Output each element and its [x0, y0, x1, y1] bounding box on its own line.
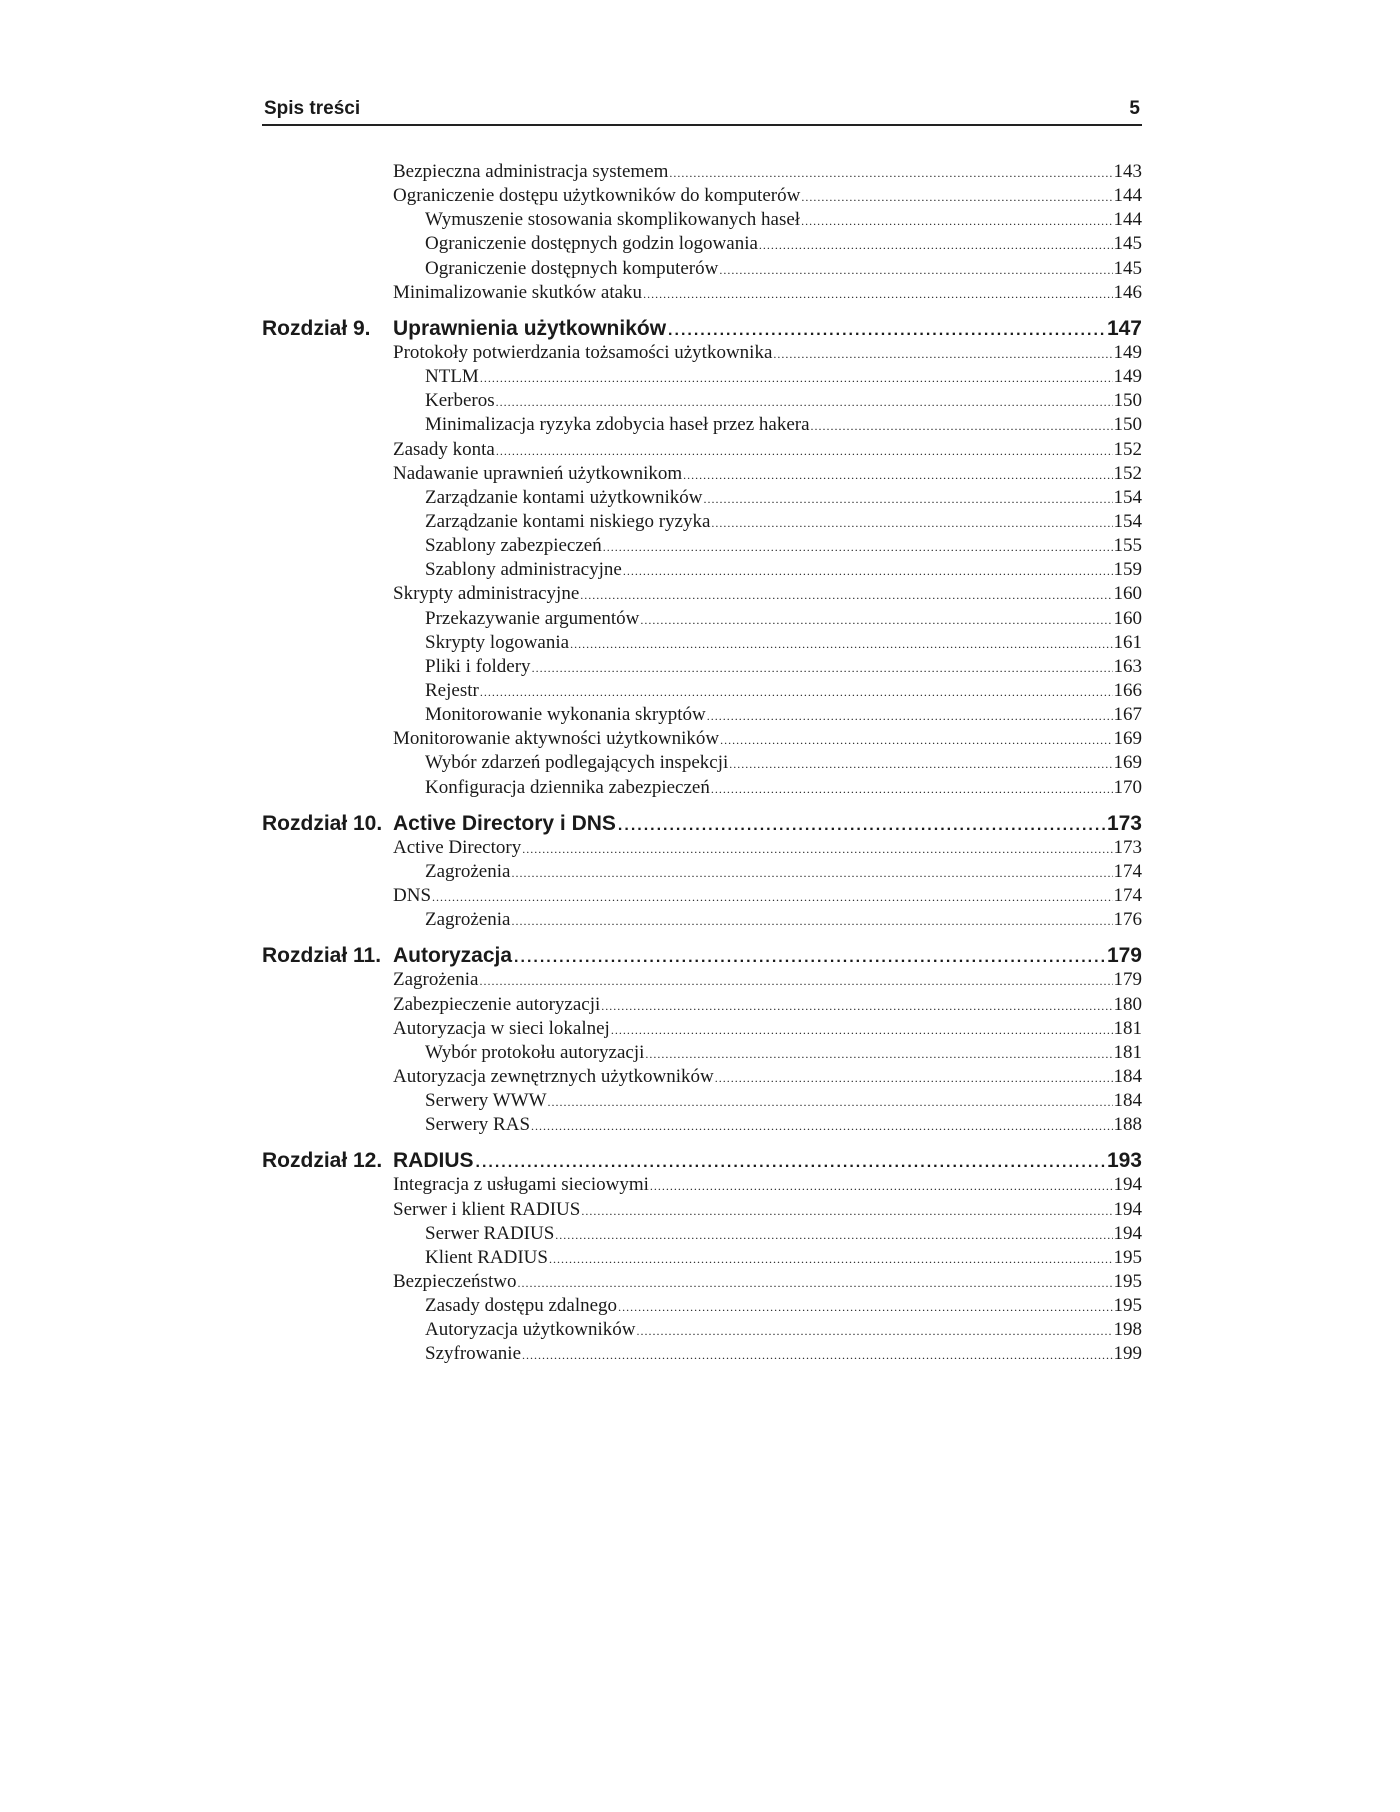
leader-dots	[480, 680, 1113, 704]
toc-entry	[393, 727, 1142, 751]
entry-page: 199	[1113, 1343, 1142, 1365]
leader-dots	[532, 656, 1113, 680]
toc-entry	[425, 1294, 1142, 1318]
toc-entry	[425, 607, 1142, 631]
toc-entry	[425, 860, 1142, 884]
leader-dots	[759, 233, 1113, 257]
leader-dots	[618, 1295, 1112, 1319]
entry-page: 145	[1113, 233, 1142, 255]
leader-dots	[704, 487, 1113, 511]
entry-title: Klient RADIUS	[425, 1246, 548, 1268]
entry-page: 146	[1113, 281, 1142, 303]
chapter-page: 147	[1106, 316, 1142, 340]
leader-dots	[645, 1042, 1112, 1066]
entry-title: Zabezpieczenie autoryzacji	[393, 993, 601, 1015]
entry-page: 188	[1113, 1114, 1142, 1136]
entry-page: 181	[1113, 1017, 1142, 1039]
entry-title: Wymuszenie stosowania skomplikowanych haseł	[425, 209, 801, 231]
leader-dots	[707, 704, 1113, 728]
entry-page: 174	[1113, 860, 1142, 882]
leader-dots	[711, 511, 1112, 535]
entry-page: 184	[1113, 1065, 1142, 1087]
entry-title: Bezpieczna administracja systemem	[393, 161, 669, 182]
leader-dots	[496, 390, 1113, 414]
entry-page: 174	[1113, 885, 1142, 907]
entry-title: Serwer i klient RADIUS	[393, 1198, 581, 1220]
entry-page: 195	[1113, 1271, 1142, 1292]
leader-dots	[623, 559, 1113, 583]
toc-chapter	[262, 315, 1142, 343]
chapter-page: 193	[1106, 1149, 1142, 1173]
leader-dots	[719, 258, 1112, 282]
leader-dots	[522, 837, 1112, 861]
leader-dots	[555, 1223, 1112, 1247]
entry-page: 149	[1113, 366, 1142, 388]
toc-entry	[425, 558, 1142, 582]
toc-entry	[393, 582, 1142, 606]
toc-entry	[425, 389, 1142, 413]
entry-page: 160	[1113, 583, 1142, 605]
entry-title: Autoryzacja w sieci lokalnej	[393, 1017, 610, 1039]
entry-page: 181	[1113, 1041, 1142, 1063]
entry-title: Przekazywanie argumentów	[425, 607, 640, 629]
entry-page: 144	[1113, 209, 1142, 231]
toc-entry	[425, 1222, 1142, 1246]
toc-entry	[393, 884, 1142, 908]
leader-dots	[601, 994, 1112, 1018]
entry-title: Active Directory	[393, 836, 522, 858]
toc-entry	[425, 365, 1142, 389]
entry-page: 144	[1113, 185, 1142, 207]
entry-title: Skrypty administracyjne	[393, 583, 580, 605]
entry-page: 170	[1113, 776, 1142, 798]
toc-chapter	[262, 942, 1142, 970]
toc-entry	[425, 1041, 1142, 1065]
entry-title: Monitorowanie wykonania skryptów	[425, 704, 706, 726]
entry-title: Skrypty logowania	[425, 631, 570, 653]
entry-title: Autoryzacja zewnętrznych użytkowników	[393, 1065, 714, 1087]
leader-dots	[581, 1199, 1112, 1223]
toc-entry	[425, 908, 1142, 932]
entry-title: Zagrożenia	[425, 860, 511, 882]
entry-page: 176	[1113, 909, 1142, 931]
leader-dots	[480, 366, 1113, 390]
entry-title: Ograniczenie dostępu użytkowników do komputerów	[393, 185, 801, 207]
chapter-title: Uprawnienia użytkowników	[393, 316, 667, 340]
entry-page: 152	[1113, 438, 1142, 460]
toc-entry	[425, 655, 1142, 679]
entry-page: 194	[1113, 1174, 1142, 1196]
leader-dots	[432, 885, 1112, 909]
entry-page: 154	[1113, 510, 1142, 532]
toc-entry	[425, 1246, 1142, 1270]
entry-title: Minimalizacja ryzyka zdobycia haseł przez hakera	[425, 414, 810, 436]
entry-page: 145	[1113, 257, 1142, 279]
entry-page: 150	[1113, 390, 1142, 412]
entry-title: Pliki i foldery	[425, 655, 531, 677]
leader-dots	[637, 1319, 1113, 1343]
entry-page: 179	[1113, 969, 1142, 991]
entry-page: 166	[1113, 680, 1142, 701]
leader-dots	[773, 342, 1112, 366]
entry-title: Integracja z usługami sieciowymi	[393, 1174, 649, 1196]
page-header	[262, 96, 1142, 126]
toc-entry	[393, 836, 1142, 860]
header-page-number: 5	[1129, 98, 1140, 119]
entry-page: 143	[1113, 161, 1142, 182]
entry-page: 180	[1113, 993, 1142, 1015]
header-title: Spis treści	[264, 98, 361, 119]
entry-page: 155	[1113, 535, 1142, 557]
entry-title: Serwery RAS	[425, 1114, 531, 1136]
entry-title: Zarządzanie kontami użytkowników	[425, 486, 703, 508]
entry-page: 159	[1113, 559, 1142, 581]
toc-entry	[425, 510, 1142, 534]
leader-dots	[643, 282, 1112, 306]
toc-entry	[425, 208, 1142, 232]
toc-entry	[425, 751, 1142, 775]
toc-entry	[425, 679, 1142, 703]
leader-dots	[650, 1174, 1113, 1198]
leader-dots	[715, 1066, 1113, 1090]
entry-title: NTLM	[425, 366, 479, 388]
toc-entry	[393, 1198, 1142, 1222]
entry-title: Szablony administracyjne	[425, 559, 622, 581]
toc-entry	[393, 1065, 1142, 1089]
entry-page: 194	[1113, 1198, 1142, 1220]
chapter-number: Rozdział 10.	[262, 811, 383, 835]
entry-title: DNS	[393, 885, 432, 907]
entry-title: Bezpieczeństwo	[393, 1271, 517, 1292]
entry-title: Zagrożenia	[393, 969, 479, 991]
toc-entry	[425, 631, 1142, 655]
toc-chapter	[262, 1147, 1142, 1175]
entry-title: Szyfrowanie	[425, 1343, 522, 1365]
toc-entry	[393, 438, 1142, 462]
entry-page: 163	[1113, 655, 1142, 677]
toc-entry	[425, 413, 1142, 437]
leader-dots	[549, 1247, 1113, 1271]
chapter-page: 173	[1106, 811, 1142, 835]
toc-entry	[425, 534, 1142, 558]
toc-entry	[393, 184, 1142, 208]
entry-title: Nadawanie uprawnień użytkownikom	[393, 462, 683, 484]
entry-page: 169	[1113, 728, 1142, 750]
entry-title: Konfiguracja dziennika zabezpieczeń	[425, 776, 710, 798]
entry-title: Serwer RADIUS	[425, 1222, 555, 1244]
toc-entry	[425, 232, 1142, 256]
entry-title: Szablony zabezpieczeń	[425, 535, 602, 557]
toc-entry	[393, 1173, 1142, 1197]
chapter-number: Rozdział 12.	[262, 1149, 383, 1173]
toc-entry	[393, 341, 1142, 365]
toc-entry	[425, 1342, 1142, 1366]
toc-entry	[425, 257, 1142, 281]
entry-page: 150	[1113, 414, 1142, 436]
entry-page: 152	[1113, 462, 1142, 484]
entry-title: Protokoły potwierdzania tożsamości użytkownika	[393, 341, 773, 363]
entry-title: Minimalizowanie skutków ataku	[393, 281, 643, 303]
leader-dots	[683, 463, 1112, 487]
leader-dots	[801, 185, 1112, 209]
leader-dots	[479, 969, 1112, 993]
entry-title: Rejestr	[425, 680, 479, 701]
leader-dots	[603, 535, 1113, 559]
chapter-title: Active Directory i DNS	[393, 811, 616, 835]
chapter-title: Autoryzacja	[393, 944, 513, 968]
toc-chapter	[262, 810, 1142, 838]
chapter-number: Rozdział 11.	[262, 944, 382, 968]
leader-dots	[517, 1271, 1112, 1295]
entry-title: Zasady dostępu zdalnego	[425, 1295, 618, 1317]
leader-dots	[511, 909, 1112, 933]
leader-dots	[511, 861, 1112, 885]
entry-page: 194	[1113, 1222, 1142, 1244]
toc-entry	[425, 776, 1142, 800]
toc-entry	[393, 462, 1142, 486]
entry-page: 173	[1113, 836, 1142, 858]
entry-page: 198	[1113, 1319, 1142, 1341]
chapter-number: Rozdział 9.	[262, 316, 371, 340]
entry-title: Serwery WWW	[425, 1090, 547, 1112]
entry-page: 167	[1113, 704, 1142, 726]
entry-title: Zasady konta	[393, 438, 495, 460]
entry-page: 169	[1113, 752, 1142, 774]
toc-entry	[425, 486, 1142, 510]
entry-title: Kerberos	[425, 390, 495, 412]
entry-title: Zagrożenia	[425, 909, 511, 931]
toc-entry	[393, 993, 1142, 1017]
leader-dots	[801, 209, 1112, 233]
toc-entry	[393, 1270, 1142, 1294]
entry-page: 161	[1113, 631, 1142, 653]
toc-entry	[425, 703, 1142, 727]
toc-entry	[393, 1017, 1142, 1041]
leader-dots	[711, 777, 1113, 801]
leader-dots	[669, 161, 1112, 185]
toc-entry	[425, 1318, 1142, 1342]
entry-title: Autoryzacja użytkowników	[425, 1319, 636, 1341]
leader-dots	[729, 752, 1112, 776]
toc-entry	[393, 968, 1142, 992]
leader-dots	[640, 608, 1112, 632]
entry-page: 154	[1113, 486, 1142, 508]
toc-entry	[425, 1089, 1142, 1113]
chapter-title: RADIUS	[393, 1149, 474, 1173]
leader-dots	[570, 632, 1112, 656]
entry-title: Monitorowanie aktywności użytkowników	[393, 728, 720, 750]
entry-title: Wybór protokołu autoryzacji	[425, 1041, 645, 1063]
leader-dots	[548, 1090, 1113, 1114]
toc-entry	[393, 281, 1142, 305]
leader-dots	[496, 439, 1113, 463]
toc-entry	[393, 160, 1142, 184]
entry-title: Zarządzanie kontami niskiego ryzyka	[425, 510, 711, 532]
leader-dots	[720, 728, 1112, 752]
entry-title: Ograniczenie dostępnych komputerów	[425, 257, 719, 279]
entry-title: Ograniczenie dostępnych godzin logowania	[425, 233, 758, 255]
entry-page: 195	[1113, 1246, 1142, 1268]
toc-entry	[425, 1113, 1142, 1137]
entry-page: 184	[1113, 1090, 1142, 1112]
chapter-page: 179	[1106, 944, 1142, 968]
leader-dots	[611, 1018, 1113, 1042]
leader-dots	[531, 1114, 1112, 1138]
leader-dots	[811, 414, 1113, 438]
leader-dots	[522, 1343, 1112, 1367]
leader-dots	[580, 583, 1112, 607]
entry-page: 160	[1113, 607, 1142, 629]
entry-title: Wybór zdarzeń podlegających inspekcji	[425, 752, 729, 774]
entry-page: 149	[1113, 341, 1142, 363]
entry-page: 195	[1113, 1295, 1142, 1317]
